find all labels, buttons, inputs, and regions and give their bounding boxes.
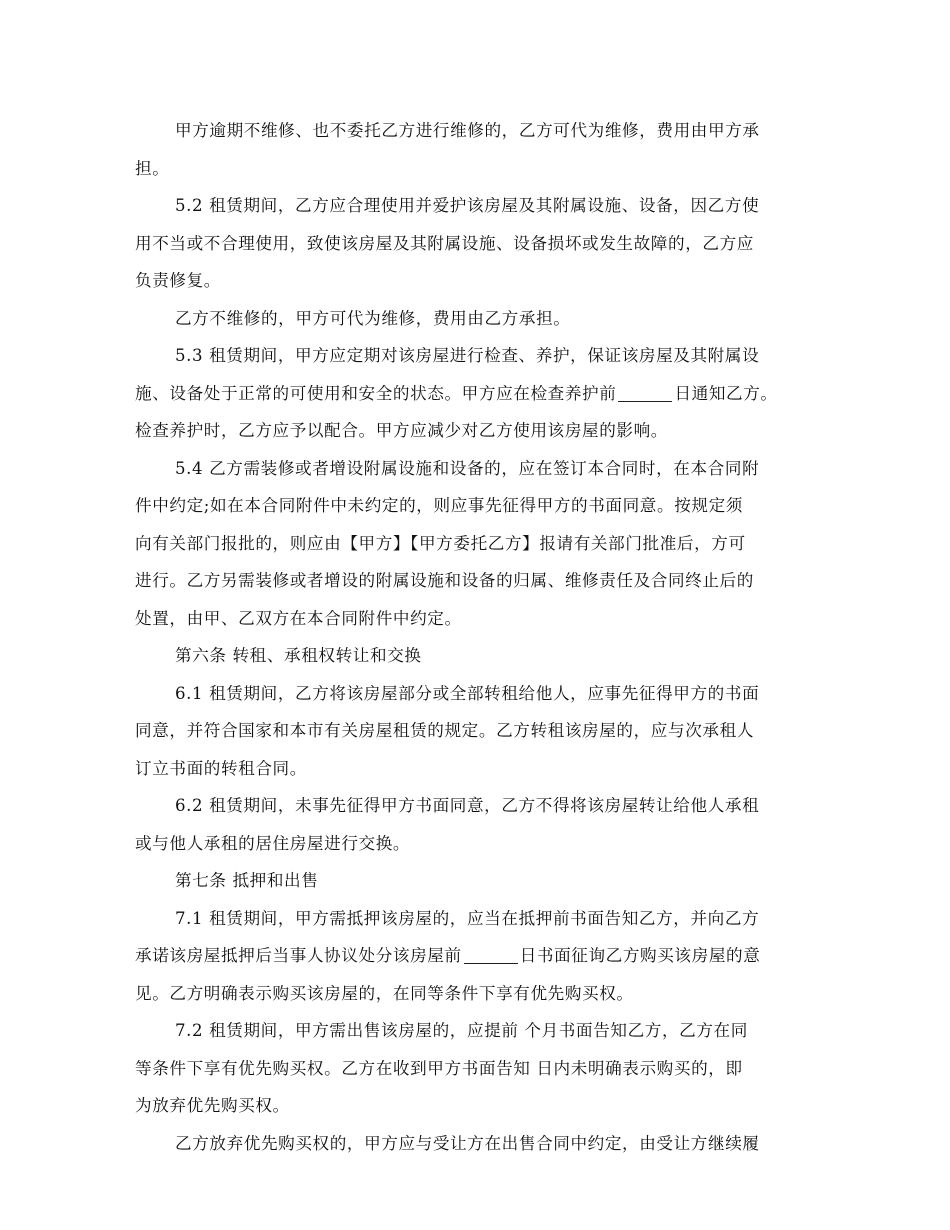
paragraph-line: 乙方不维修的，甲方可代为维修，费用由乙方承担。 [175,308,571,328]
clause-7-2-line: 等条件下享有优先购买权。乙方在收到甲方书面告知 日内未明确表示购买的，即 [135,1058,743,1078]
clause-5-4-line: 件中约定;如在本合同附件中未约定的，则应事先征得甲方的书面同意。按规定须 [135,496,743,515]
clause-5-3-text: 日通知乙方。 [674,383,778,403]
clause-7-1-text: 日书面征询乙方购买该房屋的意 [519,946,761,965]
clause-5-2-line: 负责修复。 [135,271,221,290]
clause-7-1-line [135,937,815,975]
clause-6-1-line: 订立书面的转租合同。 [135,758,307,778]
clause-5-3-line: 检查养护时，乙方应予以配合。甲方应减少对乙方使用该房屋的影响。 [135,421,669,440]
clause-5-2-line: 用不当或不合理使用，致使该房屋及其附属设施、设备损坏或发生故障的，乙方应 [135,233,754,253]
clause-6-1-line: 6.1 租赁期间，乙方将该房屋部分或全部转租给他人，应事先征得甲方的书面 [175,683,760,703]
clause-6-2-line: 或与他人承租的居住房屋进行交换。 [135,833,411,853]
blank-days-field [618,385,672,402]
clause-5-3-line [135,375,815,413]
clause-5-4-line: 5.4 乙方需装修或者增设附属设施和设备的，应在签订本合同时，在本合同附 [175,458,760,478]
clause-6-1-line: 同意，并符合国家和本市有关房屋租赁的规定。乙方转租该房屋的，应与次承租人 [135,721,754,740]
clause-7-1-text: 承诺该房屋抵押后当事人协议处分该房屋前 [135,946,462,965]
paragraph-line: 担。 [135,158,170,178]
paragraph-line: 乙方放弃优先购买权的，甲方应与受让方在出售合同中约定，由受让方继续履 [175,1133,760,1153]
blank-days-field [464,947,518,964]
clause-5-2-line: 5.2 租赁期间，乙方应合理使用并爱护该房屋及其附属设施、设备，因乙方使 [175,196,760,215]
clause-5-4-line: 向有关部门报批的，则应由【甲方】【甲方委托乙方】报请有关部门批准后，方可 [135,533,746,553]
clause-5-3-line: 5.3 租赁期间，甲方应定期对该房屋进行检查、养护，保证该房屋及其附属设 [175,346,760,365]
clause-5-3-text: 施、设备处于正常的可使用和安全的状态。甲方应在检查养护前 [135,383,617,403]
contract-page [135,112,815,1162]
article-7-heading: 第七条 抵押和出售 [175,871,319,890]
clause-6-2-line: 6.2 租赁期间，未事先征得甲方书面同意，乙方不得将该房屋转让给他人承租 [175,796,760,815]
clause-7-1-line: 见。乙方明确表示购买该房屋的，在同等条件下享有优先购买权。 [135,983,634,1003]
clause-5-4-line: 进行。乙方另需装修或者增设的附属设施和设备的归属、维修责任及合同终止后的 [135,571,754,590]
paragraph-line: 甲方逾期不维修、也不委托乙方进行维修的，乙方可代为维修，费用由甲方承 [175,121,760,140]
clause-5-4-line: 处置，由甲、乙双方在本合同附件中约定。 [135,608,462,628]
clause-7-1-line: 7.1 租赁期间，甲方需抵押该房屋的，应当在抵押前书面告知乙方，并向乙方 [175,908,760,928]
clause-7-2-line: 为放弃优先购买权。 [135,1096,290,1115]
clause-7-2-line: 7.2 租赁期间，甲方需出售该房屋的，应提前 个月书面告知乙方，乙方在同 [175,1021,748,1040]
article-6-heading: 第六条 转租、承租权转让和交换 [175,646,422,665]
